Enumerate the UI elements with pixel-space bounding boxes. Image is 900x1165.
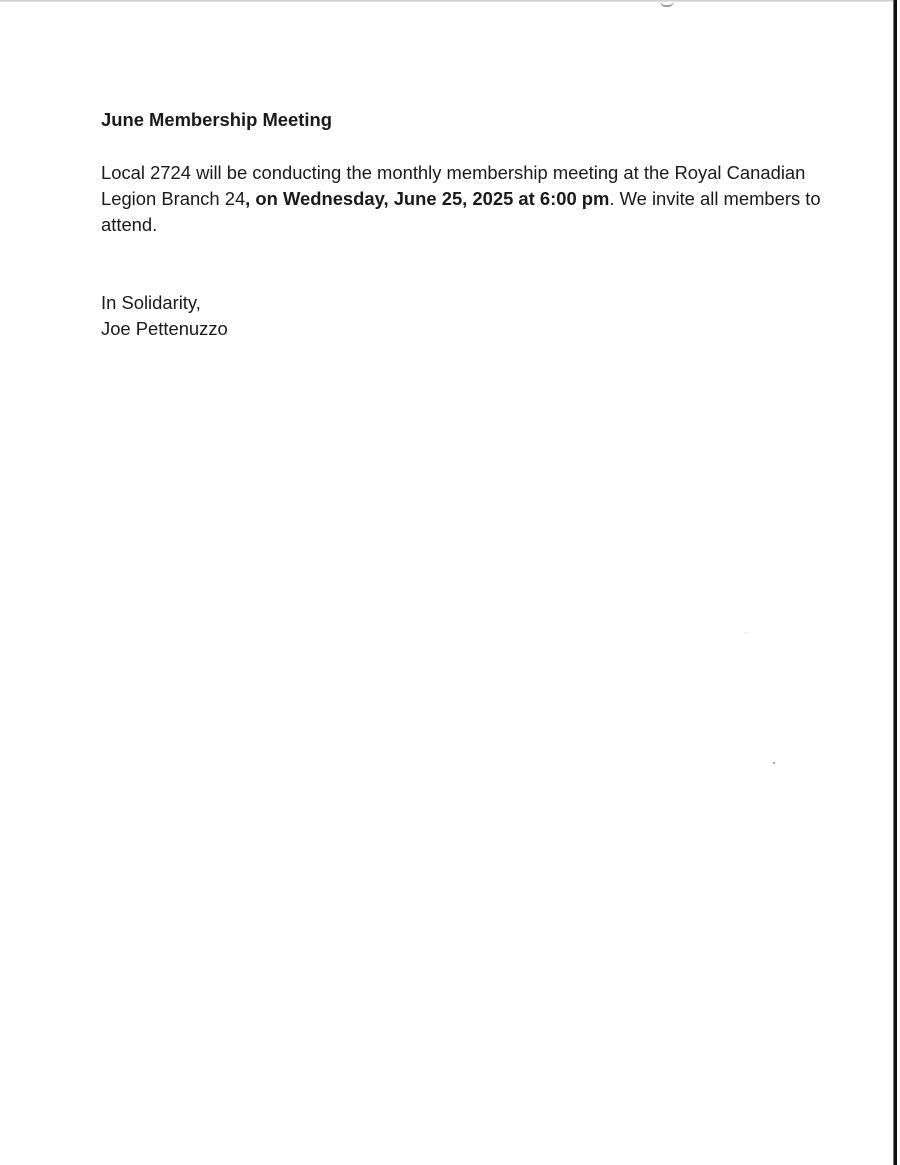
scan-speck	[773, 762, 775, 764]
signer-name: Joe Pettenuzzo	[101, 318, 228, 339]
announcement-lead: Local 2724 will be conducting the monthly membership meeting at the Royal Canadian Legion Branch 24	[101, 162, 806, 209]
meeting-date-time: , on Wednesday, June 25, 2025 at 6:00 pm	[245, 188, 610, 209]
closing-text: In Solidarity,	[101, 292, 201, 313]
signoff	[101, 290, 821, 342]
scan-right-edge	[893, 0, 900, 1165]
letter-body	[101, 107, 821, 342]
page-title: June Membership Meeting	[101, 109, 332, 130]
scan-notch	[660, 1, 674, 7]
scan-top-edge	[0, 0, 893, 2]
scan-speck	[745, 632, 746, 633]
meeting-announcement	[101, 160, 821, 238]
announcement-trail: . We invite all members to attend.	[101, 188, 821, 235]
